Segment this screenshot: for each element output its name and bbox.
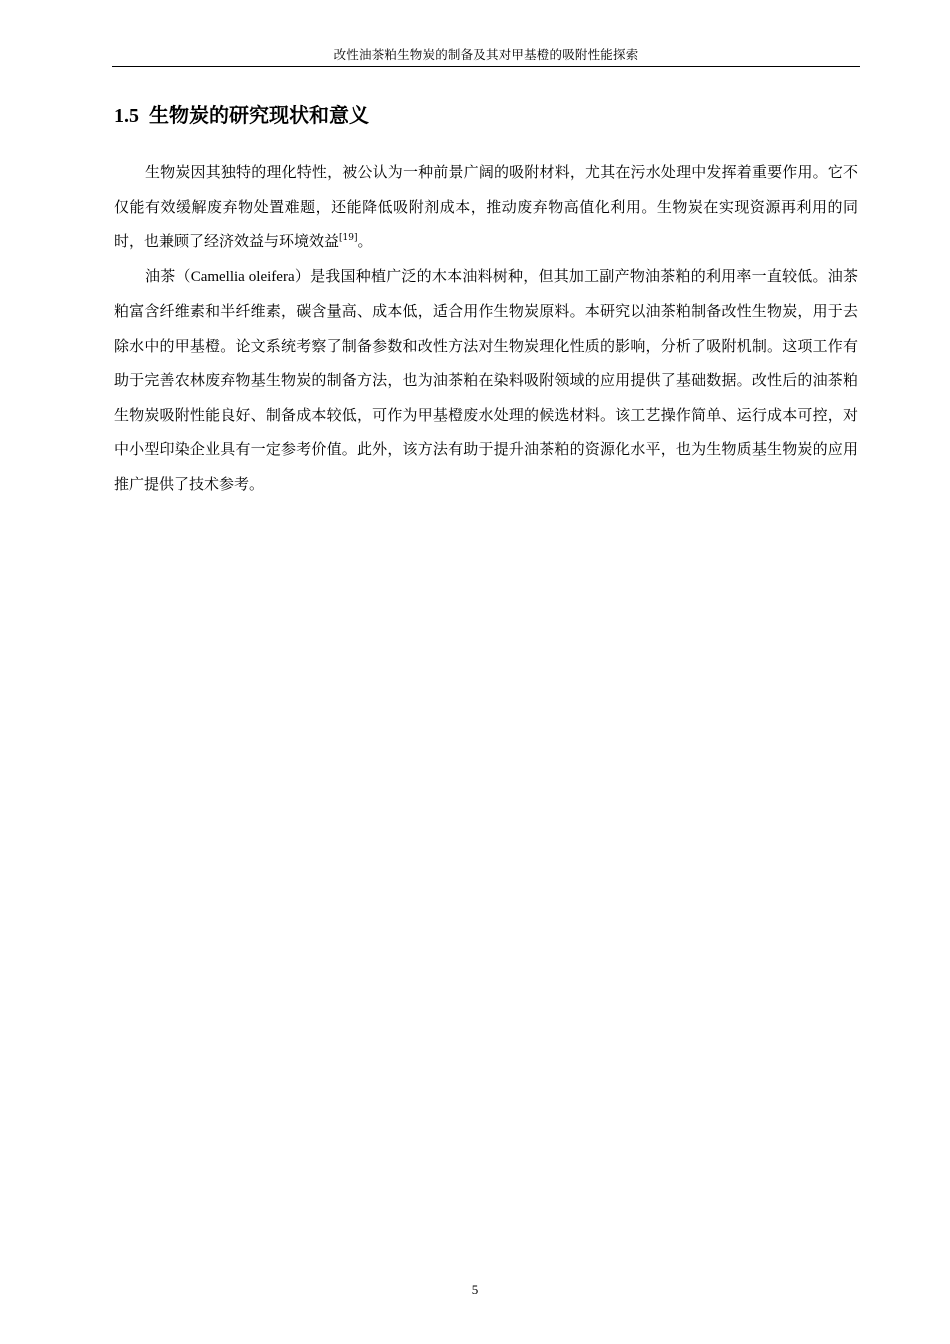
paragraph-end: 。 xyxy=(357,232,373,250)
paragraph-text: ）是我国种植广泛的木本油料树种，但其加工副产物油茶粕的利用率一直较低。油茶粕富含纤维素和半纤维素，碳含量高、成本低，适合用作生物炭原料。本研究以油茶粕制备改性生物炭，用于去除水中的甲基橙。论文系统考察了制备参数和改性方法对生物炭理化性质的影响，分析了吸附机制。这项工作有助于完善农林废弃物基生物炭的制备方法，也为油茶粕在染料吸附领域的应用提供了基础数据。改性后的油茶粕生物炭吸附性能良好、制备成本较低，可作为甲基橙废水处理的候选材料。该工艺操作简单、运行成本可控，对中小型印染企业具有一定参考价值。此外，该方法有助于提升油茶粕的资源化水平，也为生物质基生物炭的应用推广提供了技术参考。 xyxy=(114,266,858,493)
running-header-title: 改性油茶粕生物炭的制备及其对甲基橙的吸附性能探索 xyxy=(333,47,639,62)
citation-marker[interactable]: [19] xyxy=(339,233,358,243)
body-text xyxy=(114,155,858,501)
paragraph xyxy=(114,155,858,259)
section-title: 生物炭的研究现状和意义 xyxy=(149,103,369,127)
paragraph-lead: 油茶（ xyxy=(145,266,191,285)
section-heading xyxy=(114,101,860,130)
latin-species-name: Camellia oleifera xyxy=(190,268,295,285)
header-divider xyxy=(112,66,860,67)
section-number: 1.5 xyxy=(114,105,139,127)
paragraph xyxy=(114,259,858,502)
paragraph-text: 生物炭因其独特的理化特性，被公认为一种前景广阔的吸附材料，尤其在污水处理中发挥着重要作用。它不仅能有效缓解废弃物处置难题，还能降低吸附剂成本，推动废弃物高值化利用。生物炭在实现资源再利用的同时，也兼顾了经济效益与环境效益 xyxy=(114,163,858,250)
page-number: 5 xyxy=(471,1282,479,1297)
